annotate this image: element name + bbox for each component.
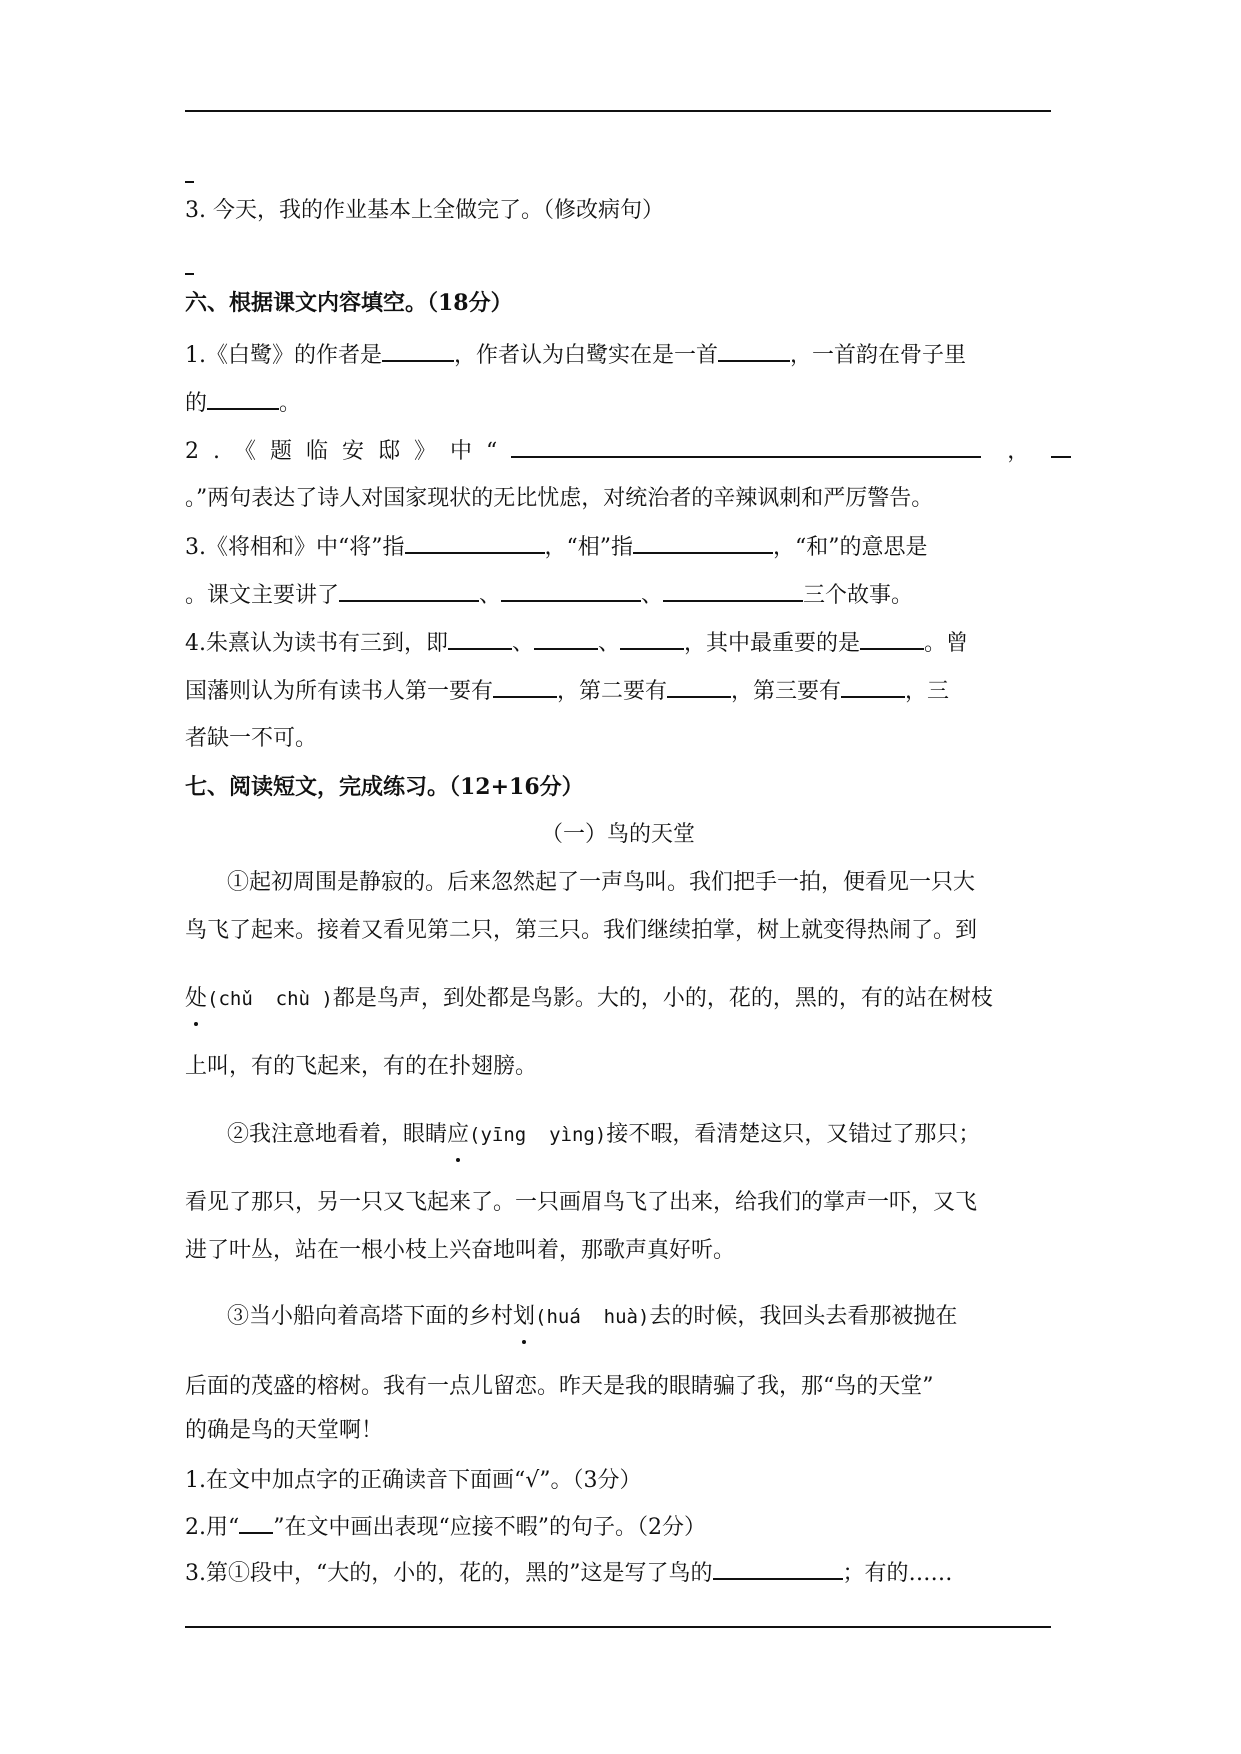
footer-rule bbox=[185, 1626, 1051, 1628]
answer-blank[interactable] bbox=[207, 388, 279, 410]
sec7-q3 bbox=[185, 1558, 1051, 1589]
answer-blank[interactable] bbox=[448, 628, 512, 650]
text: 1.《白鹭》的作者是 bbox=[185, 343, 382, 368]
text: ，第三要有 bbox=[731, 679, 842, 704]
answer-dash bbox=[185, 259, 194, 275]
sec6-q3-line1 bbox=[185, 532, 1051, 563]
text: 、 bbox=[598, 631, 621, 656]
text: 、 bbox=[512, 631, 535, 656]
answer-blank[interactable] bbox=[382, 340, 454, 362]
text: 。 bbox=[279, 391, 302, 416]
text: ，第二要有 bbox=[557, 679, 668, 704]
text: 、 bbox=[641, 583, 664, 608]
para3-line3: 的确是鸟的天堂啊！ bbox=[185, 1418, 384, 1443]
passage-title: （一）鸟的天堂 bbox=[540, 822, 695, 847]
sec7-q2 bbox=[185, 1512, 1051, 1543]
text: 的 bbox=[185, 391, 208, 416]
sec6-q2-line2: 。”两句表达了诗人对国家现状的无比忧虑，对统治者的辛辣讽刺和严厉警告。 bbox=[185, 486, 934, 511]
para1-line4: 上叫，有的飞起来，有的在扑翅膀。 bbox=[185, 1054, 538, 1079]
text: ， bbox=[1007, 439, 1030, 464]
pinyin-options[interactable]: (chǔ chù ) bbox=[207, 988, 333, 1010]
para2-line1 bbox=[185, 1120, 1051, 1150]
sec6-q1-line1 bbox=[185, 340, 1051, 371]
answer-blank[interactable] bbox=[860, 628, 924, 650]
para1-line2: 鸟飞了起来。接着又看见第二只，第三只。我们继续拍掌，树上就变得热闹了。到 bbox=[185, 918, 978, 943]
sec6-q2-line1 bbox=[185, 436, 1051, 467]
sec6-q1-line2 bbox=[185, 388, 1051, 419]
para3-line1 bbox=[185, 1302, 1051, 1332]
answer-blank[interactable] bbox=[493, 676, 557, 698]
text: 2.《题临安邸》中“ bbox=[185, 439, 512, 464]
para1-line3 bbox=[185, 984, 1051, 1014]
dotted-char: 应 bbox=[447, 1120, 469, 1150]
dotted-char: 划 bbox=[513, 1302, 535, 1332]
answer-blank[interactable] bbox=[667, 676, 731, 698]
text: ，作者认为白鹭实在是一首 bbox=[454, 343, 719, 368]
text: 、 bbox=[479, 583, 502, 608]
answer-blank[interactable] bbox=[534, 628, 598, 650]
dotted-char: 处 bbox=[185, 984, 207, 1014]
answer-line-q2 bbox=[185, 162, 1051, 192]
text: 4.朱熹认为读书有三到，即 bbox=[185, 631, 448, 656]
text: 国藩则认为所有读书人第一要有 bbox=[185, 679, 494, 704]
text: ②我注意地看着，眼睛 bbox=[227, 1122, 448, 1147]
text: 接不暇，看清楚这只，又错过了那只； bbox=[606, 1122, 981, 1147]
header-rule bbox=[185, 110, 1051, 112]
answer-blank[interactable] bbox=[511, 436, 981, 458]
text: ，“相”指 bbox=[544, 535, 633, 560]
text: ”在文中画出表现“应接不暇”的句子。（2分） bbox=[273, 1515, 706, 1540]
section-7-title: 七、阅读短文，完成练习。（12+16分） bbox=[185, 774, 584, 800]
pinyin-options[interactable]: (huá huà) bbox=[535, 1306, 650, 1328]
answer-blank[interactable] bbox=[501, 580, 641, 602]
para2-line2: 看见了那只，另一只又飞起来了。一只画眉鸟飞了出来，给我们的掌声一吓，又飞 bbox=[185, 1190, 978, 1215]
text: 三个故事。 bbox=[803, 583, 914, 608]
answer-blank[interactable] bbox=[713, 1558, 843, 1580]
answer-blank[interactable] bbox=[339, 580, 479, 602]
answer-blank[interactable] bbox=[841, 676, 905, 698]
answer-dash bbox=[185, 167, 194, 183]
sec7-q1: 1.在文中加点字的正确读音下面画“√”。（3分） bbox=[185, 1468, 642, 1493]
answer-blank[interactable] bbox=[620, 628, 684, 650]
para3-line2: 后面的茂盛的榕树。我有一点儿留恋。昨天是我的眼睛骗了我，那“鸟的天堂” bbox=[185, 1374, 934, 1399]
underline-sample bbox=[239, 1512, 273, 1534]
text: 。曾 bbox=[924, 631, 969, 656]
text: ，“和”的意思是 bbox=[773, 535, 928, 560]
text: 都是鸟声，到处都是鸟影。大的，小的，花的，黑的，有的站在树枝 bbox=[332, 986, 993, 1011]
text: ，一首韵在骨子里 bbox=[790, 343, 967, 368]
para2-line3: 进了叶丛，站在一根小枝上兴奋地叫着，那歌声真好听。 bbox=[185, 1238, 736, 1263]
answer-blank[interactable] bbox=[718, 340, 790, 362]
text: 2.用“ bbox=[185, 1515, 240, 1540]
sec6-q4-line2 bbox=[185, 676, 1051, 707]
sec6-q4-line1 bbox=[185, 628, 1051, 659]
text: 3.《将相和》中“将”指 bbox=[185, 535, 405, 560]
text: ，其中最重要的是 bbox=[684, 631, 861, 656]
text: 去的时候，我回头去看那被抛在 bbox=[649, 1304, 958, 1329]
sec6-q4-line3: 者缺一不可。 bbox=[185, 726, 318, 751]
answer-blank[interactable] bbox=[405, 532, 545, 554]
answer-blank[interactable] bbox=[1051, 436, 1071, 458]
text: 。课文主要讲了 bbox=[185, 583, 340, 608]
pinyin-options[interactable]: (yīng yìng) bbox=[469, 1124, 607, 1146]
sec6-q3-line2 bbox=[185, 580, 1051, 611]
para1-line1: ①起初周围是静寂的。后来忽然起了一声鸟叫。我们把手一拍，便看见一只大 bbox=[227, 870, 976, 895]
text: ，三 bbox=[905, 679, 950, 704]
answer-line-q3 bbox=[185, 254, 1051, 284]
answer-blank[interactable] bbox=[633, 532, 773, 554]
text: 3.第①段中，“大的，小的，花的，黑的”这是写了鸟的 bbox=[185, 1561, 713, 1586]
q5-item3: 3. 今天，我的作业基本上全做完了。（修改病句） bbox=[185, 198, 664, 223]
section-6-title: 六、根据课文内容填空。（18分） bbox=[185, 290, 513, 316]
answer-blank[interactable] bbox=[663, 580, 803, 602]
text: ；有的…… bbox=[842, 1561, 953, 1586]
text: ③当小船向着高塔下面的乡村 bbox=[227, 1304, 514, 1329]
